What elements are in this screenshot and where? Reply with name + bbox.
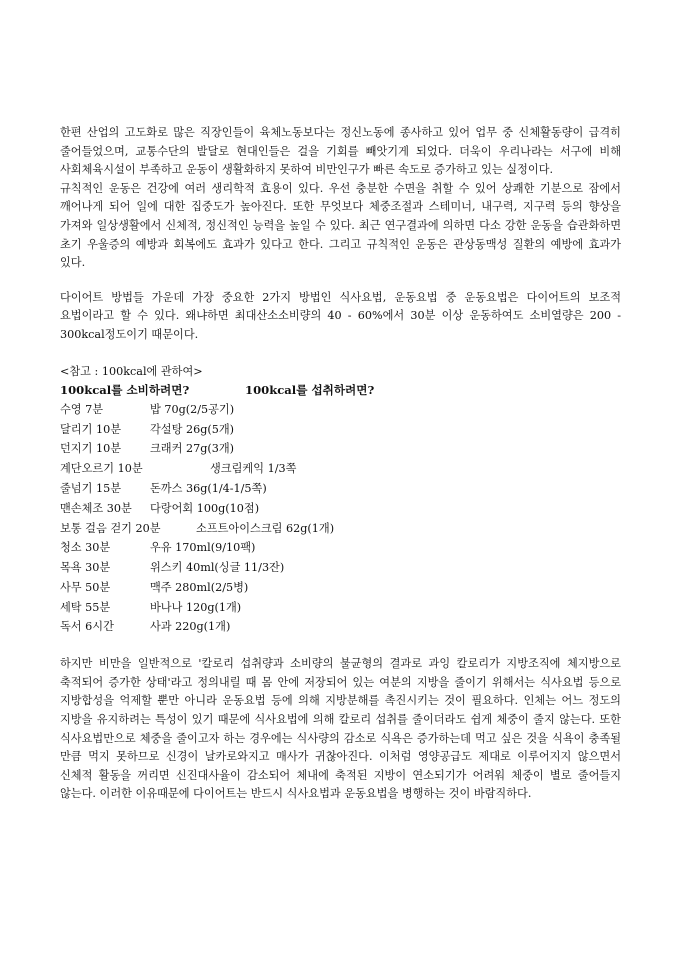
spacer bbox=[60, 345, 621, 363]
activity: 수영 7분 bbox=[60, 402, 104, 416]
activity: 던지기 10분 bbox=[60, 442, 122, 456]
food: 밥 70g(2/5공기) bbox=[150, 402, 235, 416]
spacer bbox=[60, 637, 621, 655]
activity: 독서 6시간 bbox=[60, 620, 114, 634]
reference-header bbox=[60, 381, 621, 400]
activity: 청소 30분 bbox=[60, 541, 111, 555]
paragraph-diet-methods: 다이어트 방법들 가운데 가장 중요한 2가지 방법인 식사요법, 운동요법 중 운동요법은 다이어트의 보조적 요법이라고 할 수 있다. 왜냐하면 최대산소소비량의 40 - 60%에서 30분 이상 운동하여도 소비열량은 200 - 300kcal정도이기 때문이다. bbox=[60, 290, 621, 341]
paragraph-exercise-benefits: 규칙적인 운동은 건강에 여러 생리학적 효용이 있다. 우선 충분한 수면을 취할 수 있어 상쾌한 기분으로 잠에서 깨어나게 되어 일에 대한 집중도가 높아진다. 또한 무엇보다 체중조절과 스테미너, 내구력, 지구력 등의 향상을 가져와 일상생활에서 신체적, 정신적인 능력을 높일 수 있다. 최근 연구결과에 의하면 다소 강한 운동을 습관화하면 초기 우울증의 예방과 회복에도 효과가 있다고 한다. 그리고 규칙적인 운동은 관상동맥성 질환의 예방에 효과가 있다. bbox=[60, 181, 621, 270]
activity: 맨손체조 30분 bbox=[60, 501, 132, 515]
activity: 보통 걸음 걷기 20분 bbox=[60, 521, 161, 535]
activity: 줄넘기 15분 bbox=[60, 481, 122, 495]
document-page bbox=[60, 124, 621, 804]
reference-row bbox=[60, 459, 621, 479]
activity: 세탁 55분 bbox=[60, 600, 111, 614]
reference-row bbox=[60, 617, 621, 637]
reference-row bbox=[60, 519, 621, 539]
food: 생크림케익 1/3쪽 bbox=[210, 462, 297, 476]
food: 다랑어회 100g(10점) bbox=[150, 501, 260, 515]
reference-row bbox=[60, 400, 621, 420]
reference-row bbox=[60, 499, 621, 519]
reference-row bbox=[60, 420, 621, 440]
activity: 사무 50분 bbox=[60, 580, 111, 594]
reference-row bbox=[60, 479, 621, 499]
reference-header-intake: 100kcal를 섭취하려면? bbox=[245, 383, 375, 398]
activity: 목욕 30분 bbox=[60, 561, 111, 575]
food: 위스키 40ml(싱글 11/3잔) bbox=[150, 561, 285, 575]
paragraph-obesity-definition: 하지만 비만을 일반적으로 '칼로리 섭취량과 소비량의 불균형의 결과로 과잉 칼로리가 지방조직에 체지방으로 축적되어 증가한 상태'라고 정의내릴 때 몸 안에 저장되어 있는 여분의 지방을 줄이기 위해서는 식사요법 등으로 지방합성을 억제할 뿐만 아니라 운동요법 등에 의해 지방분해를 촉진시키는 것이 필요하다. 인체는 어느 정도의 지방을 유지하려는 특성이 있기 때문에 식사요법에 의해 칼로리 섭취를 줄이더라도 쉽게 체중이 줄지 않는다. 또한 식사요법만으로 체중을 줄이고자 하는 경우에는 식사량의 감소로 식욕은 증가하는데 먹고 싶은 것을 식욕이 충족될 만큼 먹지 못하므로 신경이 날카로와지고 매사가 귀찮아진다. 이처럼 영양공급도 제대로 이루어지지 않으면서 신체적 활동을 꺼리면 신진대사율이 감소되어 체내에 축적된 지방이 연소되기가 어려워 체중이 별로 줄어들지 않는다. 이러한 이유때문에 다이어트는 반드시 식사요법과 운동요법을 병행하는 것이 바람직하다. bbox=[60, 657, 621, 801]
food: 바나나 120g(1개) bbox=[150, 600, 242, 614]
activity: 계단오르기 10분 bbox=[60, 462, 143, 476]
food: 사과 220g(1개) bbox=[150, 620, 231, 634]
food: 우유 170ml(9/10팩) bbox=[150, 541, 256, 555]
reference-row bbox=[60, 558, 621, 578]
paragraph-sedentary-lifestyle: 한편 산업의 고도화로 많은 직장인들이 육체노동보다는 정신노동에 종사하고 있어 업무 중 신체활동량이 급격히 줄어들었으며, 교통수단의 발달로 현대인들은 걸을 기회를 빼앗기게 되었다. 더욱이 우리나라는 서구에 비해 사회체육시설이 부족하고 운동이 생활화하지 못하여 비만인구가 빠른 속도로 증가하고 있는 실정이다. bbox=[60, 126, 621, 177]
food: 각설탕 26g(5개) bbox=[150, 422, 235, 436]
reference-list bbox=[60, 400, 621, 638]
spacer bbox=[60, 273, 621, 289]
reference-row bbox=[60, 538, 621, 558]
food: 돈까스 36g(1/4-1/5쪽) bbox=[150, 481, 267, 495]
food: 맥주 280ml(2/5병) bbox=[150, 580, 249, 594]
reference-row bbox=[60, 439, 621, 459]
food: 소프트아이스크림 62g(1개) bbox=[196, 521, 335, 535]
reference-header-consume: 100kcal를 소비하려면? bbox=[60, 383, 190, 398]
food: 크래커 27g(3개) bbox=[150, 442, 235, 456]
reference-note: <참고 : 100kcal에 관하여> bbox=[60, 364, 203, 378]
reference-row bbox=[60, 598, 621, 618]
activity: 달리기 10분 bbox=[60, 422, 122, 436]
reference-row bbox=[60, 578, 621, 598]
